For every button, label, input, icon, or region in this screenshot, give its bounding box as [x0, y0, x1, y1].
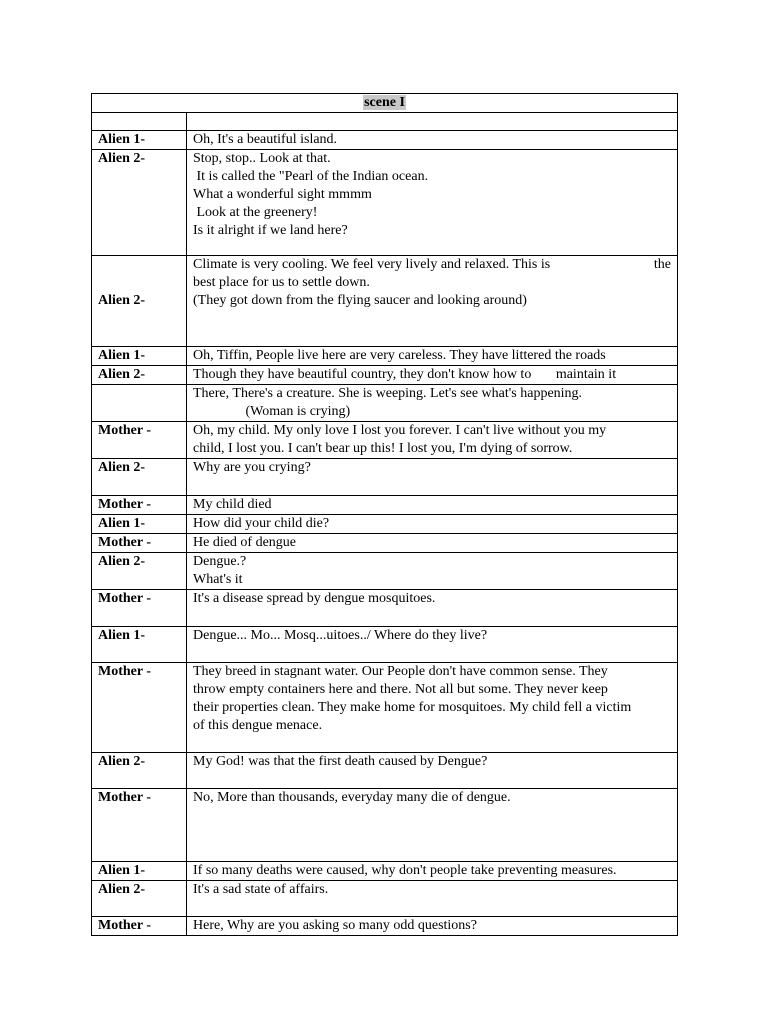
- scene-title: scene I: [364, 95, 405, 110]
- speaker-cell: [92, 534, 187, 553]
- dialogue-cell: [187, 385, 678, 422]
- dialogue-cell: [187, 496, 678, 515]
- dialogue-line: They breed in stagnant water. Our People don't have common sense. They: [193, 664, 608, 679]
- dialogue-line: of this dengue menace.: [193, 718, 323, 733]
- dialogue-line: (They got down from the flying saucer and looking around): [193, 293, 527, 308]
- dialogue-cell: [187, 131, 678, 150]
- speaker-cell: [92, 789, 187, 862]
- dialogue-row: [92, 366, 678, 385]
- dialogue-row: [92, 534, 678, 553]
- dialogue-cell: [187, 515, 678, 534]
- dialogue-line: Look at the greenery!: [193, 205, 318, 220]
- blank-speaker-cell: [92, 113, 187, 131]
- dialogue-line: No, More than thousands, everyday many die of dengue.: [193, 790, 511, 805]
- speaker-name: Mother -: [98, 591, 151, 606]
- speaker-name: Alien 1-: [98, 132, 146, 147]
- speaker-name: Alien 1-: [98, 348, 146, 363]
- speaker-cell: [92, 385, 187, 422]
- dialogue-line: Oh, Tiffin, People live here are very careless. They have littered the roads: [193, 348, 606, 363]
- dialogue-line: Oh, It's a beautiful island.: [193, 132, 338, 147]
- dialogue-cell: [187, 627, 678, 663]
- speaker-name: Mother -: [98, 535, 151, 550]
- dialogue-line: Though they have beautiful country, they don't know how to maintain it: [193, 367, 617, 382]
- dialogue-line: He died of dengue: [193, 535, 297, 550]
- speaker-cell: [92, 753, 187, 789]
- speaker-cell: [92, 131, 187, 150]
- dialogue-line: throw empty containers here and there. Not all but some. They never keep: [193, 682, 608, 697]
- speaker-cell: [92, 347, 187, 366]
- dialogue-line: It's a sad state of affairs.: [193, 882, 329, 897]
- speaker-name: Mother -: [98, 423, 151, 438]
- dialogue-line: the: [653, 257, 671, 272]
- dialogue-row: [92, 256, 678, 347]
- dialogue-line: There, There's a creature. She is weeping. Let's see what's happening.: [193, 386, 583, 401]
- dialogue-cell: [187, 422, 678, 459]
- dialogue-cell: [187, 534, 678, 553]
- dialogue-row: [92, 881, 678, 917]
- dialogue-line: their properties clean. They make home for mosquitoes. My child fell a victim: [193, 700, 632, 715]
- dialogue-row: [92, 627, 678, 663]
- speaker-cell: [92, 422, 187, 459]
- speaker-cell: [92, 459, 187, 496]
- dialogue-line: My child died: [193, 497, 272, 512]
- dialogue-line: What a wonderful sight mmmm: [193, 187, 372, 202]
- dialogue-line: (Woman is crying): [193, 404, 351, 419]
- speaker-name: Mother -: [98, 497, 151, 512]
- dialogue-cell: [187, 256, 678, 347]
- dialogue-line: How did your child die?: [193, 516, 330, 531]
- dialogue-row: [92, 663, 678, 753]
- dialogue-line: Climate is very cooling. We feel very lively and relaxed. This is: [193, 257, 551, 272]
- dialogue-line: If so many deaths were caused, why don't people take preventing measures.: [193, 863, 617, 878]
- dialogue-cell: [187, 150, 678, 256]
- dialogue-cell: [187, 663, 678, 753]
- dialogue-line: Here, Why are you asking so many odd questions?: [193, 918, 477, 933]
- dialogue-line: Oh, my child. My only love I lost you forever. I can't live without you my: [193, 423, 607, 438]
- dialogue-row: [92, 496, 678, 515]
- scene-title-row: [92, 94, 678, 113]
- dialogue-line: Dengue... Mo... Mosq...uitoes../ Where do they live?: [193, 628, 488, 643]
- speaker-name: Alien 1-: [98, 628, 146, 643]
- dialogue-cell: [187, 590, 678, 627]
- dialogue-cell: [187, 789, 678, 862]
- speaker-cell: [92, 862, 187, 881]
- dialogue-row: [92, 347, 678, 366]
- speaker-name: Alien 2-: [98, 754, 146, 769]
- dialogue-cell: [187, 753, 678, 789]
- dialogue-line: It is called the "Pearl of the Indian ocean.: [193, 169, 429, 184]
- dialogue-row: [92, 422, 678, 459]
- dialogue-row: [92, 131, 678, 150]
- speaker-cell: [92, 150, 187, 256]
- speaker-name: Mother -: [98, 918, 151, 933]
- dialogue-row: [92, 917, 678, 936]
- dialogue-line: Is it alright if we land here?: [193, 223, 348, 238]
- script-table-body: [92, 94, 678, 936]
- dialogue-line: Dengue.?: [193, 554, 247, 569]
- script-table: [91, 93, 678, 936]
- dialogue-row: [92, 553, 678, 590]
- dialogue-line: My God! was that the first death caused by Dengue?: [193, 754, 488, 769]
- dialogue-cell: [187, 553, 678, 590]
- dialogue-cell: [187, 459, 678, 496]
- dialogue-cell: [187, 366, 678, 385]
- speaker-name: Alien 2-: [98, 882, 146, 897]
- dialogue-row: [92, 459, 678, 496]
- speaker-name: Alien 2-: [98, 293, 146, 308]
- speaker-name: Alien 2-: [98, 367, 146, 382]
- dialogue-line: What's it: [193, 572, 243, 587]
- speaker-name: Alien 2-: [98, 460, 146, 475]
- speaker-name: Alien 2-: [98, 554, 146, 569]
- speaker-name: Alien 1-: [98, 516, 146, 531]
- speaker-cell: [92, 663, 187, 753]
- dialogue-row: [92, 789, 678, 862]
- dialogue-row: [92, 753, 678, 789]
- dialogue-row: [92, 862, 678, 881]
- dialogue-line: best place for us to settle down.: [193, 275, 370, 290]
- dialogue-line: It's a disease spread by dengue mosquitoes.: [193, 591, 436, 606]
- speaker-cell: [92, 881, 187, 917]
- speaker-cell: [92, 917, 187, 936]
- speaker-cell: [92, 590, 187, 627]
- scene-title-cell: [92, 94, 678, 113]
- speaker-cell: [92, 256, 187, 347]
- speaker-name: Alien 1-: [98, 863, 146, 878]
- dialogue-line: child, I lost you. I can't bear up this! I lost you, I'm dying of sorrow.: [193, 441, 573, 456]
- speaker-cell: [92, 515, 187, 534]
- dialogue-row: [92, 385, 678, 422]
- speaker-name: Alien 2-: [98, 151, 146, 166]
- dialogue-cell: [187, 347, 678, 366]
- dialogue-line: Stop, stop.. Look at that.: [193, 151, 331, 166]
- dialogue-cell: [187, 862, 678, 881]
- speaker-cell: [92, 496, 187, 515]
- justified-line: [193, 256, 671, 274]
- dialogue-row: [92, 150, 678, 256]
- speaker-name: Mother -: [98, 664, 151, 679]
- dialogue-cell: [187, 917, 678, 936]
- speaker-name: Mother -: [98, 790, 151, 805]
- dialogue-line: Why are you crying?: [193, 460, 311, 475]
- dialogue-cell: [187, 881, 678, 917]
- dialogue-row: [92, 515, 678, 534]
- dialogue-row: [92, 590, 678, 627]
- blank-row: [92, 113, 678, 131]
- speaker-cell: [92, 553, 187, 590]
- speaker-cell: [92, 627, 187, 663]
- blank-dialogue-cell: [187, 113, 678, 131]
- speaker-cell: [92, 366, 187, 385]
